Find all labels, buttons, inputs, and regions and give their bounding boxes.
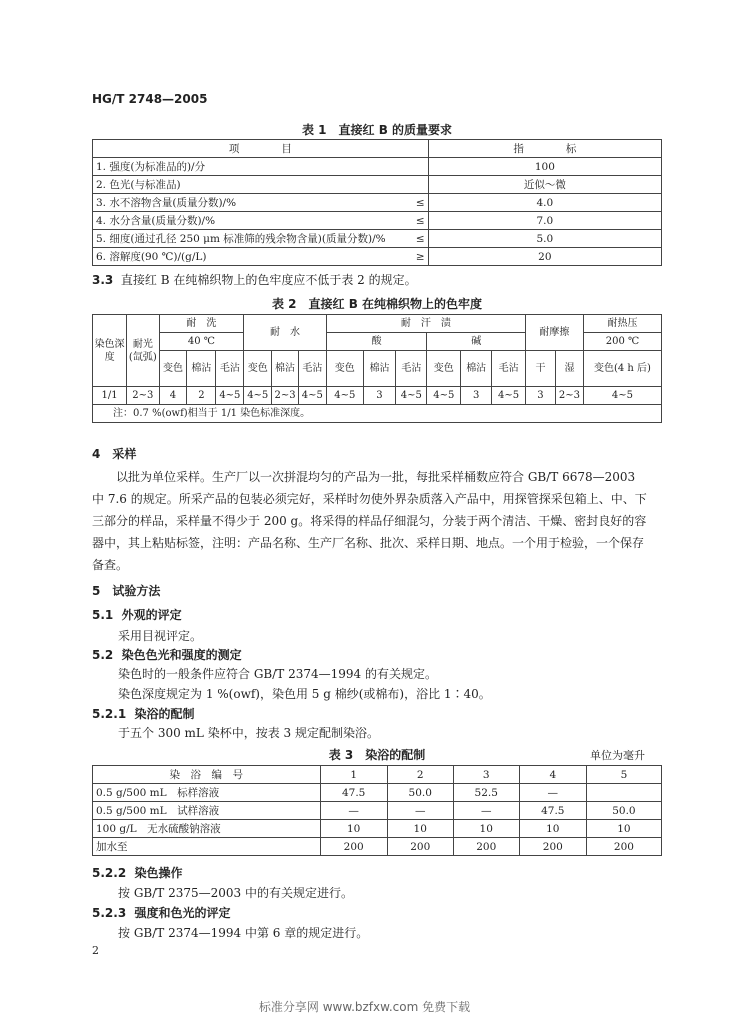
item-label: 4. 水分含量(质量分数)/% xyxy=(96,214,216,227)
value-cell: 20 xyxy=(428,248,661,266)
table-row xyxy=(93,176,662,194)
table-row xyxy=(93,194,662,212)
section-5-2-3-title: 5.2.3 强度和色光的评定 xyxy=(92,906,231,920)
table2 xyxy=(92,314,662,423)
item-cell xyxy=(93,248,429,266)
section-4-title: 4 采样 xyxy=(92,447,137,461)
table-row xyxy=(93,212,662,230)
volume-cell: 50.0 xyxy=(586,802,661,820)
table-row xyxy=(93,820,662,838)
t2-h-heat: 耐热压 xyxy=(583,315,661,333)
fastness-value: 4~5 xyxy=(396,387,427,405)
value-cell: 5.0 xyxy=(428,230,661,248)
volume-cell: 50.0 xyxy=(387,784,453,802)
section-5-2-line1: 染色时的一般条件应符合 GB/T 2374—1994 的有关规定。 xyxy=(118,667,437,681)
table-row xyxy=(93,248,662,266)
table-row xyxy=(93,230,662,248)
section-5-2-2-text: 按 GB/T 2375—2003 中的有关规定进行。 xyxy=(118,886,353,900)
table-row xyxy=(93,784,662,802)
item-label: 2. 色光(与标准品) xyxy=(96,178,181,191)
volume-cell: — xyxy=(320,802,387,820)
item-cell xyxy=(93,194,429,212)
t2-h-alkali: 碱 xyxy=(427,333,525,351)
volume-cell: 200 xyxy=(586,838,661,856)
t2-h-acid: 酸 xyxy=(326,333,427,351)
table3-header: 5 xyxy=(586,766,661,784)
fastness-value: 3 xyxy=(363,387,395,405)
t2-subheader: 棉沾 xyxy=(272,351,299,387)
item-label: 1. 强度(为标准品的)/分 xyxy=(96,160,206,173)
item-cell xyxy=(93,158,429,176)
volume-cell: 47.5 xyxy=(519,802,586,820)
volume-cell: 10 xyxy=(453,820,519,838)
volume-cell: 200 xyxy=(387,838,453,856)
volume-cell: — xyxy=(519,784,586,802)
item-label: 5. 细度(通过孔径 250 μm 标准筛的残余物含量)(质量分数)/% xyxy=(96,232,386,245)
solution-label: 0.5 g/500 mL 试样溶液 xyxy=(93,802,321,820)
table3-header: 染 浴 编 号 xyxy=(93,766,321,784)
t2-subheader: 毛沾 xyxy=(492,351,526,387)
page-number: 2 xyxy=(92,944,99,957)
comparison-symbol: ≥ xyxy=(415,250,425,263)
value-cell: 近似～微 xyxy=(428,176,661,194)
fastness-value: 4 xyxy=(159,387,187,405)
fastness-value: 4~5 xyxy=(583,387,661,405)
table1-header-item: 项 目 xyxy=(93,140,429,158)
t2-h-wash-temp: 40 ℃ xyxy=(159,333,244,351)
item-cell xyxy=(93,230,429,248)
table-row xyxy=(93,158,662,176)
t2-h-depth: 染色深度 xyxy=(93,315,127,387)
t2-h-sweat: 耐 汗 渍 xyxy=(326,315,525,333)
table1-header-value: 指 标 xyxy=(428,140,661,158)
volume-cell: 200 xyxy=(519,838,586,856)
table-row xyxy=(93,802,662,820)
value-cell: 4.0 xyxy=(428,194,661,212)
volume-cell xyxy=(586,784,661,802)
item-label: 3. 水不溶物含量(质量分数)/% xyxy=(96,196,237,209)
section-3-3: 3.3 直接红 B 在纯棉织物上的色牢度应不低于表 2 的规定。 xyxy=(92,273,417,287)
t2-h-rub: 耐摩擦 xyxy=(525,315,583,351)
section-5-2-2-title: 5.2.2 染色操作 xyxy=(92,866,183,880)
fastness-value: 2 xyxy=(187,387,216,405)
fastness-value: 2~3 xyxy=(556,387,584,405)
volume-cell: 47.5 xyxy=(320,784,387,802)
item-cell xyxy=(93,176,429,194)
table3-header: 2 xyxy=(387,766,453,784)
t2-subheader: 棉沾 xyxy=(363,351,395,387)
t2-h-water: 耐 水 xyxy=(244,315,326,351)
fastness-value: 4~5 xyxy=(427,387,461,405)
section-4-body: 以批为单位采样。生产厂以一次拼混均匀的产品为一批，每批采样桶数应符合 GB/T 6678—2003 中 7.6 的规定。所采产品的包装必须完好，采样时勿使外界杂质落入产品中，用探管探采包箱上、中、下 三部分的样品，采样量不得少于 200 g。将采得的样品仔细混匀，分装于两个清洁、干燥、密封良好的容 器中，其上粘贴标签，注明：产品名称、生产厂名称、批次、采样日期、地点。一个用于检验，一个保存 备查。 xyxy=(92,470,647,572)
section-5-title: 5 试验方法 xyxy=(92,584,161,598)
volume-cell: 10 xyxy=(387,820,453,838)
solution-label: 100 g/L 无水硫酸钠溶液 xyxy=(93,820,321,838)
fastness-value: 4~5 xyxy=(244,387,272,405)
t2-subheader: 变色 xyxy=(427,351,461,387)
fastness-value: 4~5 xyxy=(298,387,326,405)
item-cell xyxy=(93,212,429,230)
table3-title: 表 3 染浴的配制 xyxy=(328,748,426,762)
volume-cell: 52.5 xyxy=(453,784,519,802)
volume-cell: 200 xyxy=(453,838,519,856)
t2-subheader: 毛沾 xyxy=(396,351,427,387)
table3-header: 3 xyxy=(453,766,519,784)
section-5-2-title: 5.2 染色色光和强度的测定 xyxy=(92,648,242,662)
t2-subheader: 变色(4 h 后) xyxy=(583,351,661,387)
t2-subheader: 变色 xyxy=(326,351,363,387)
t2-subheader: 毛沾 xyxy=(216,351,244,387)
footer-watermark: 标准分享网 www.bzfxw.com 免费下载 xyxy=(258,1000,471,1014)
t2-h-wash: 耐 洗 xyxy=(159,315,244,333)
section-5-1-title: 5.1 外观的评定 xyxy=(92,608,182,622)
t2-subheader: 棉沾 xyxy=(461,351,492,387)
table3-header: 1 xyxy=(320,766,387,784)
comparison-symbol: ≤ xyxy=(415,214,425,227)
table3-header: 4 xyxy=(519,766,586,784)
value-cell: 100 xyxy=(428,158,661,176)
volume-cell: 10 xyxy=(586,820,661,838)
fastness-value: 3 xyxy=(461,387,492,405)
volume-cell: — xyxy=(387,802,453,820)
t2-subheader: 干 xyxy=(525,351,555,387)
value-cell: 7.0 xyxy=(428,212,661,230)
fastness-value: 2~3 xyxy=(127,387,159,405)
fastness-value: 4~5 xyxy=(216,387,244,405)
fastness-value: 2~3 xyxy=(272,387,299,405)
volume-cell: 10 xyxy=(320,820,387,838)
t2-subheader: 变色 xyxy=(159,351,187,387)
t2-subheader: 湿 xyxy=(556,351,584,387)
t2-h-heat-temp: 200 ℃ xyxy=(583,333,661,351)
section-5-1-text: 采用目视评定。 xyxy=(118,629,203,643)
t2-subheader: 变色 xyxy=(244,351,272,387)
fastness-value: 1/1 xyxy=(93,387,127,405)
section-5-2-1-text: 于五个 300 mL 染杯中，按表 3 规定配制染浴。 xyxy=(118,726,379,740)
t2-subheader: 棉沾 xyxy=(187,351,216,387)
fastness-value: 4~5 xyxy=(492,387,526,405)
document-header: HG/T 2748—2005 xyxy=(92,92,208,106)
table3 xyxy=(92,765,662,856)
table2-note: 注：0.7 %(owf)相当于 1/1 染色标准深度。 xyxy=(93,405,662,423)
table3-unit: 单位为毫升 xyxy=(590,749,645,762)
fastness-value: 3 xyxy=(525,387,555,405)
table2-title: 表 2 直接红 B 在纯棉织物上的色牢度 xyxy=(271,297,483,311)
item-label: 6. 溶解度(90 ℃)/(g/L) xyxy=(96,250,207,263)
table1-title: 表 1 直接红 B 的质量要求 xyxy=(301,123,453,137)
solution-label: 0.5 g/500 mL 标样溶液 xyxy=(93,784,321,802)
comparison-symbol: ≤ xyxy=(415,196,425,209)
volume-cell: — xyxy=(453,802,519,820)
t2-subheader: 毛沾 xyxy=(298,351,326,387)
fastness-value: 4~5 xyxy=(326,387,363,405)
t2-h-light: 耐光(氙弧) xyxy=(127,315,159,387)
table1 xyxy=(92,139,662,266)
solution-label: 加水至 xyxy=(93,838,321,856)
volume-cell: 10 xyxy=(519,820,586,838)
table-row xyxy=(93,838,662,856)
section-5-2-1-title: 5.2.1 染浴的配制 xyxy=(92,707,195,721)
comparison-symbol: ≤ xyxy=(415,232,425,245)
section-5-2-3-text: 按 GB/T 2374—1994 中第 6 章的规定进行。 xyxy=(118,926,369,940)
volume-cell: 200 xyxy=(320,838,387,856)
section-5-2-line2: 染色深度规定为 1 %(owf)，染色用 5 g 棉纱(或棉布)，浴比 1∶40。 xyxy=(118,687,491,701)
